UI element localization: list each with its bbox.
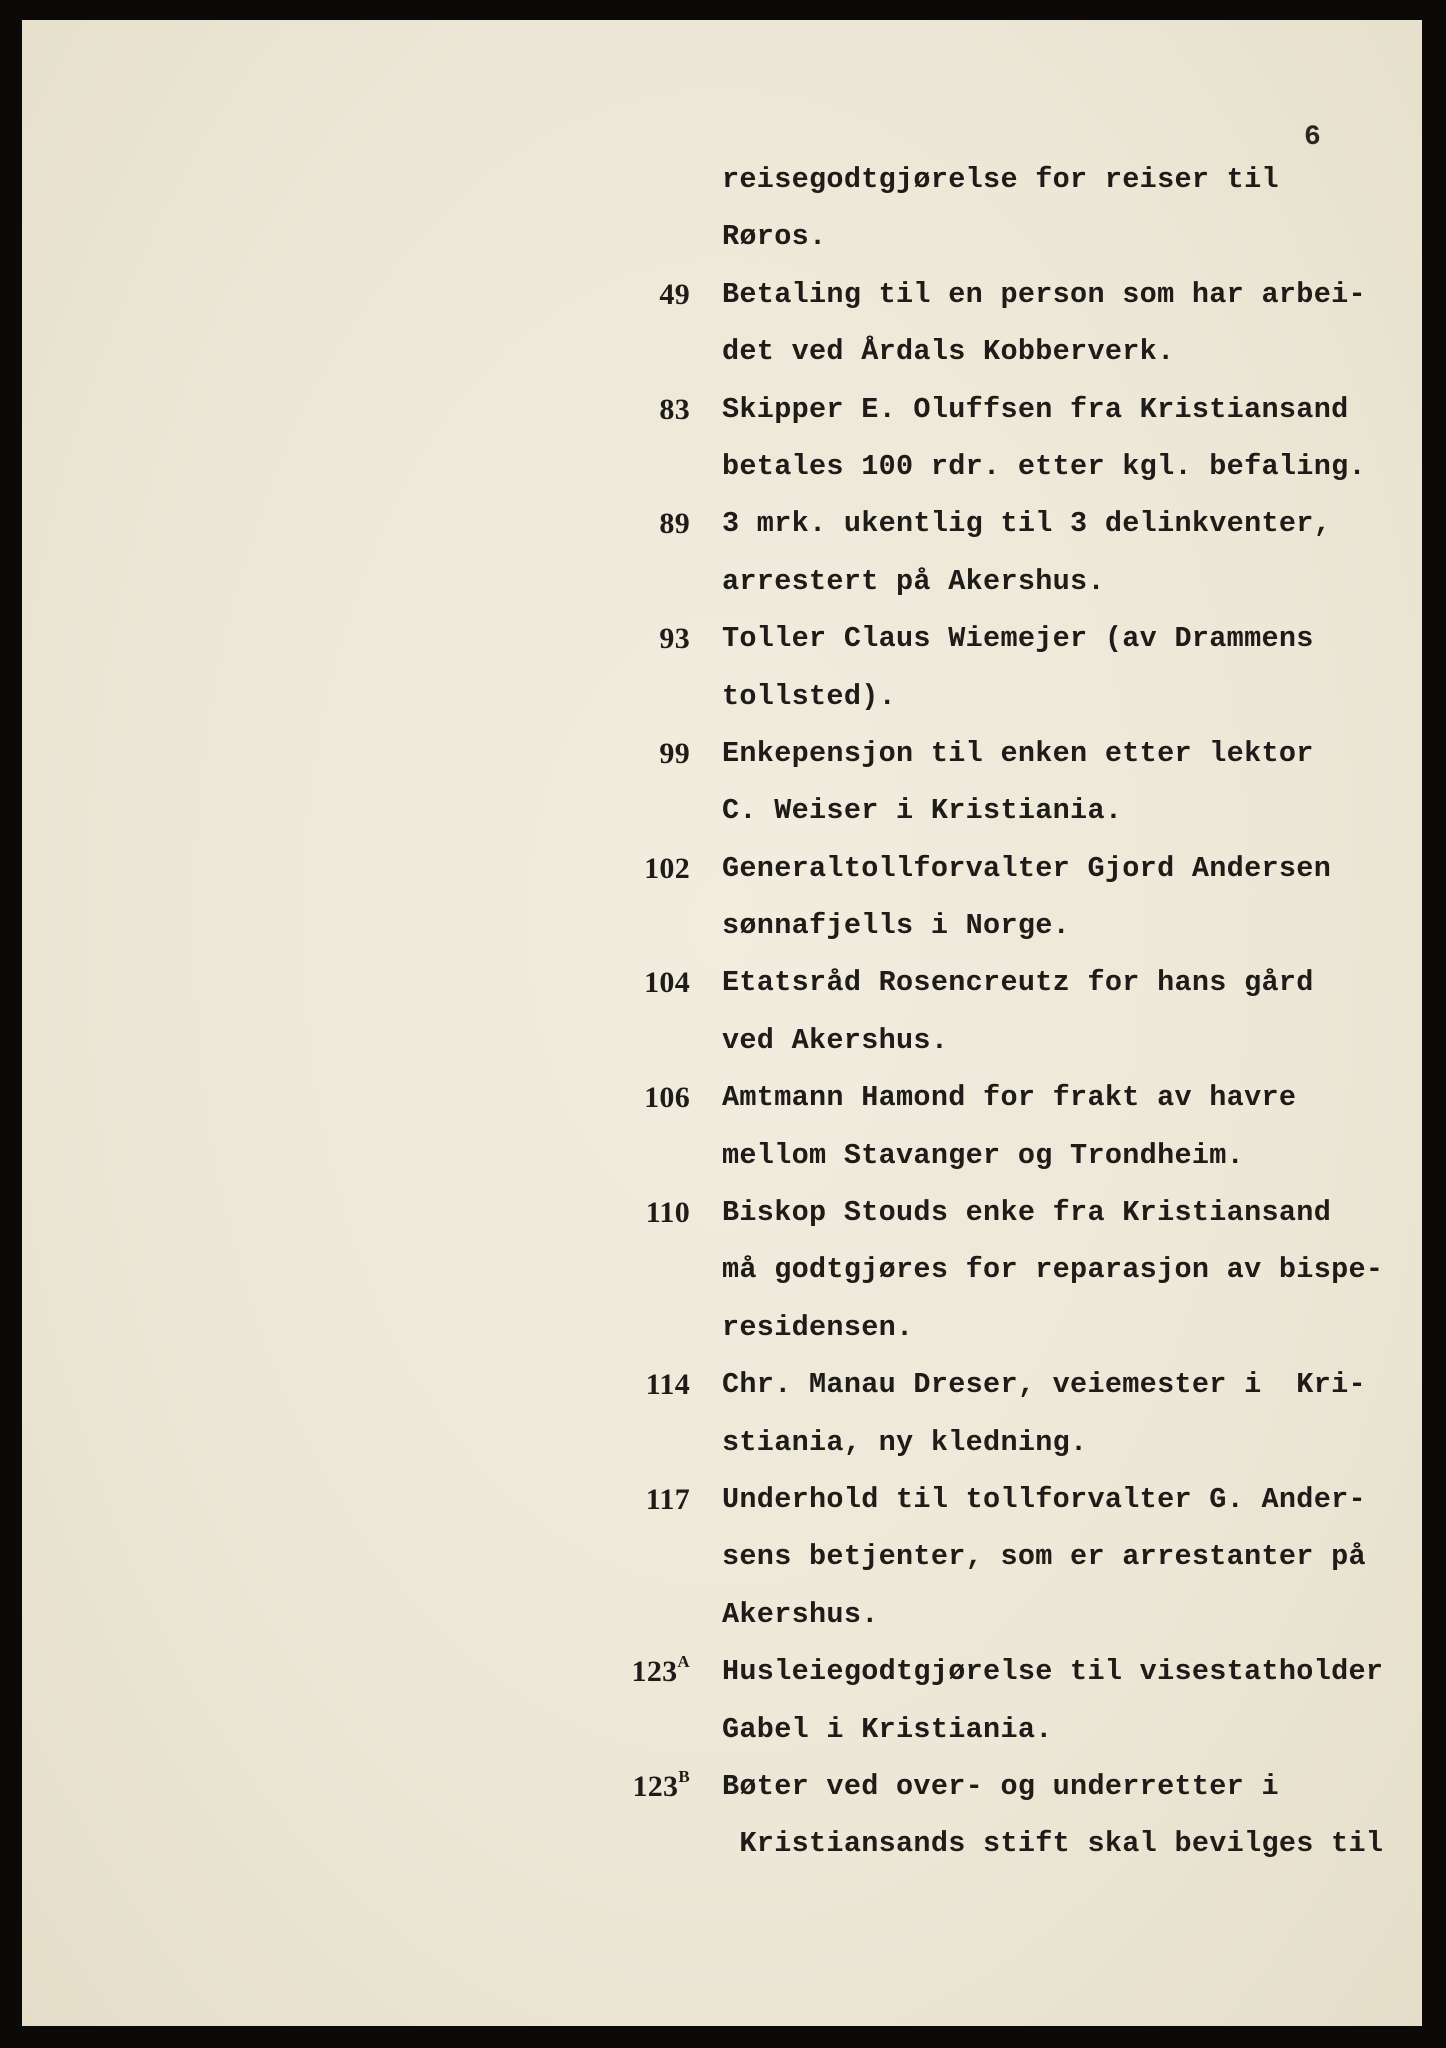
entry-number-text: 104 — [644, 966, 690, 1000]
entry-number-text: 106 — [644, 1081, 690, 1115]
entry-text-line: Toller Claus Wiemejer (av Drammens — [722, 622, 1314, 656]
entry-text-line: sens betjenter, som er arrestanter på — [722, 1540, 1366, 1574]
entry-text-line: Bøter ved over- og underretter i — [722, 1769, 1279, 1803]
entry — [0, 151, 1446, 266]
entry — [0, 495, 1446, 610]
entry-text-line: Underhold til tollforvalter G. Ander- — [722, 1482, 1366, 1516]
entry-number — [644, 954, 690, 1011]
entry-text-line: Skipper E. Oluffsen fra Kristiansand — [722, 392, 1349, 426]
entry — [0, 725, 1446, 840]
entry-number-text: 123 — [631, 1655, 678, 1689]
entry — [0, 1356, 1446, 1471]
entry — [0, 1184, 1446, 1356]
entry-text-line: ved Akershus. — [722, 1023, 949, 1057]
entry-number — [644, 840, 690, 897]
entry — [0, 266, 1446, 381]
entry-text-line: Chr. Manau Dreser, veiemester i Kri- — [722, 1368, 1366, 1402]
entry-number — [644, 1069, 690, 1126]
entry-text-line: Biskop Stouds enke fra Kristiansand — [722, 1196, 1332, 1230]
entry-text-line: betales 100 rdr. etter kgl. befaling. — [722, 449, 1366, 483]
entry-number-text: 123 — [632, 1769, 679, 1803]
entry-number-text: 110 — [645, 1196, 690, 1230]
entry-text-line: Betaling til en person som har arbei- — [722, 277, 1366, 311]
entry — [0, 1643, 1446, 1758]
entry-text-line: residensen. — [722, 1310, 914, 1344]
entry-number — [659, 266, 690, 323]
entry-text-line: mellom Stavanger og Trondheim. — [722, 1138, 1245, 1172]
entry-number — [646, 1184, 690, 1241]
entry-number-text: 93 — [659, 622, 690, 656]
entry-text-line: Husleiegodtgjørelse til visestatholder — [722, 1655, 1384, 1689]
entry — [0, 954, 1446, 1069]
entry — [0, 1069, 1446, 1184]
entry-number-text: 117 — [645, 1482, 690, 1516]
entry-number — [632, 1758, 690, 1815]
entry — [0, 381, 1446, 496]
entry-text-line: Etatsråd Rosencreutz for hans gård — [722, 966, 1314, 1000]
entry-text-line: tollsted). — [722, 679, 897, 713]
entry-text-line: Kristiansands stift skal bevilges til — [722, 1827, 1384, 1861]
entry — [0, 840, 1446, 955]
entry-number — [659, 725, 690, 782]
entry — [0, 1758, 1446, 1873]
entry-text-line: reisegodtgjørelse for reiser til — [722, 163, 1279, 196]
entry-text-line: Røros. — [722, 220, 827, 254]
entry — [0, 610, 1446, 725]
entry-text-line: må godtgjøres for reparasjon av bispe- — [722, 1253, 1384, 1287]
entry-text-line: Gabel i Kristiania. — [722, 1712, 1053, 1746]
entry-number — [646, 1356, 690, 1413]
entry-number-text: 49 — [659, 277, 690, 311]
entry-text-line: Generaltollforvalter Gjord Andersen — [722, 851, 1332, 885]
entry-text-line: C. Weiser i Kristiania. — [722, 794, 1123, 828]
entry-number-text: 83 — [659, 392, 690, 426]
entry-list — [0, 151, 1446, 1873]
entry-number-text: 102 — [644, 851, 690, 885]
page-number: 6 — [1304, 122, 1321, 153]
entry-number — [646, 1471, 690, 1528]
entry-number-text: 99 — [659, 736, 690, 770]
entry-text-line: stiania, ny kledning. — [722, 1425, 1088, 1459]
entry-text-line: Enkepensjon til enken etter lektor — [722, 736, 1314, 770]
entry-text-line: 3 mrk. ukentlig til 3 delinkventer, — [722, 507, 1332, 541]
entry-number-suffix: A — [677, 1652, 690, 1672]
entry-text-line: sønnafjells i Norge. — [722, 909, 1071, 943]
entry-text-line: Amtmann Hamond for frakt av havre — [722, 1081, 1297, 1115]
entry-number — [659, 381, 690, 438]
entry-text-line: Akershus. — [722, 1597, 879, 1631]
entry-text-line: det ved Årdals Kobberverk. — [722, 335, 1175, 369]
entry-number-text: 114 — [645, 1368, 690, 1402]
entry-number — [659, 495, 690, 552]
entry-number — [659, 610, 690, 667]
entry — [0, 1471, 1446, 1643]
entry-text-line: arrestert på Akershus. — [722, 564, 1105, 598]
entry-number — [632, 1643, 690, 1700]
entry-number-text: 89 — [659, 507, 690, 541]
entry-number-suffix: B — [678, 1766, 690, 1786]
